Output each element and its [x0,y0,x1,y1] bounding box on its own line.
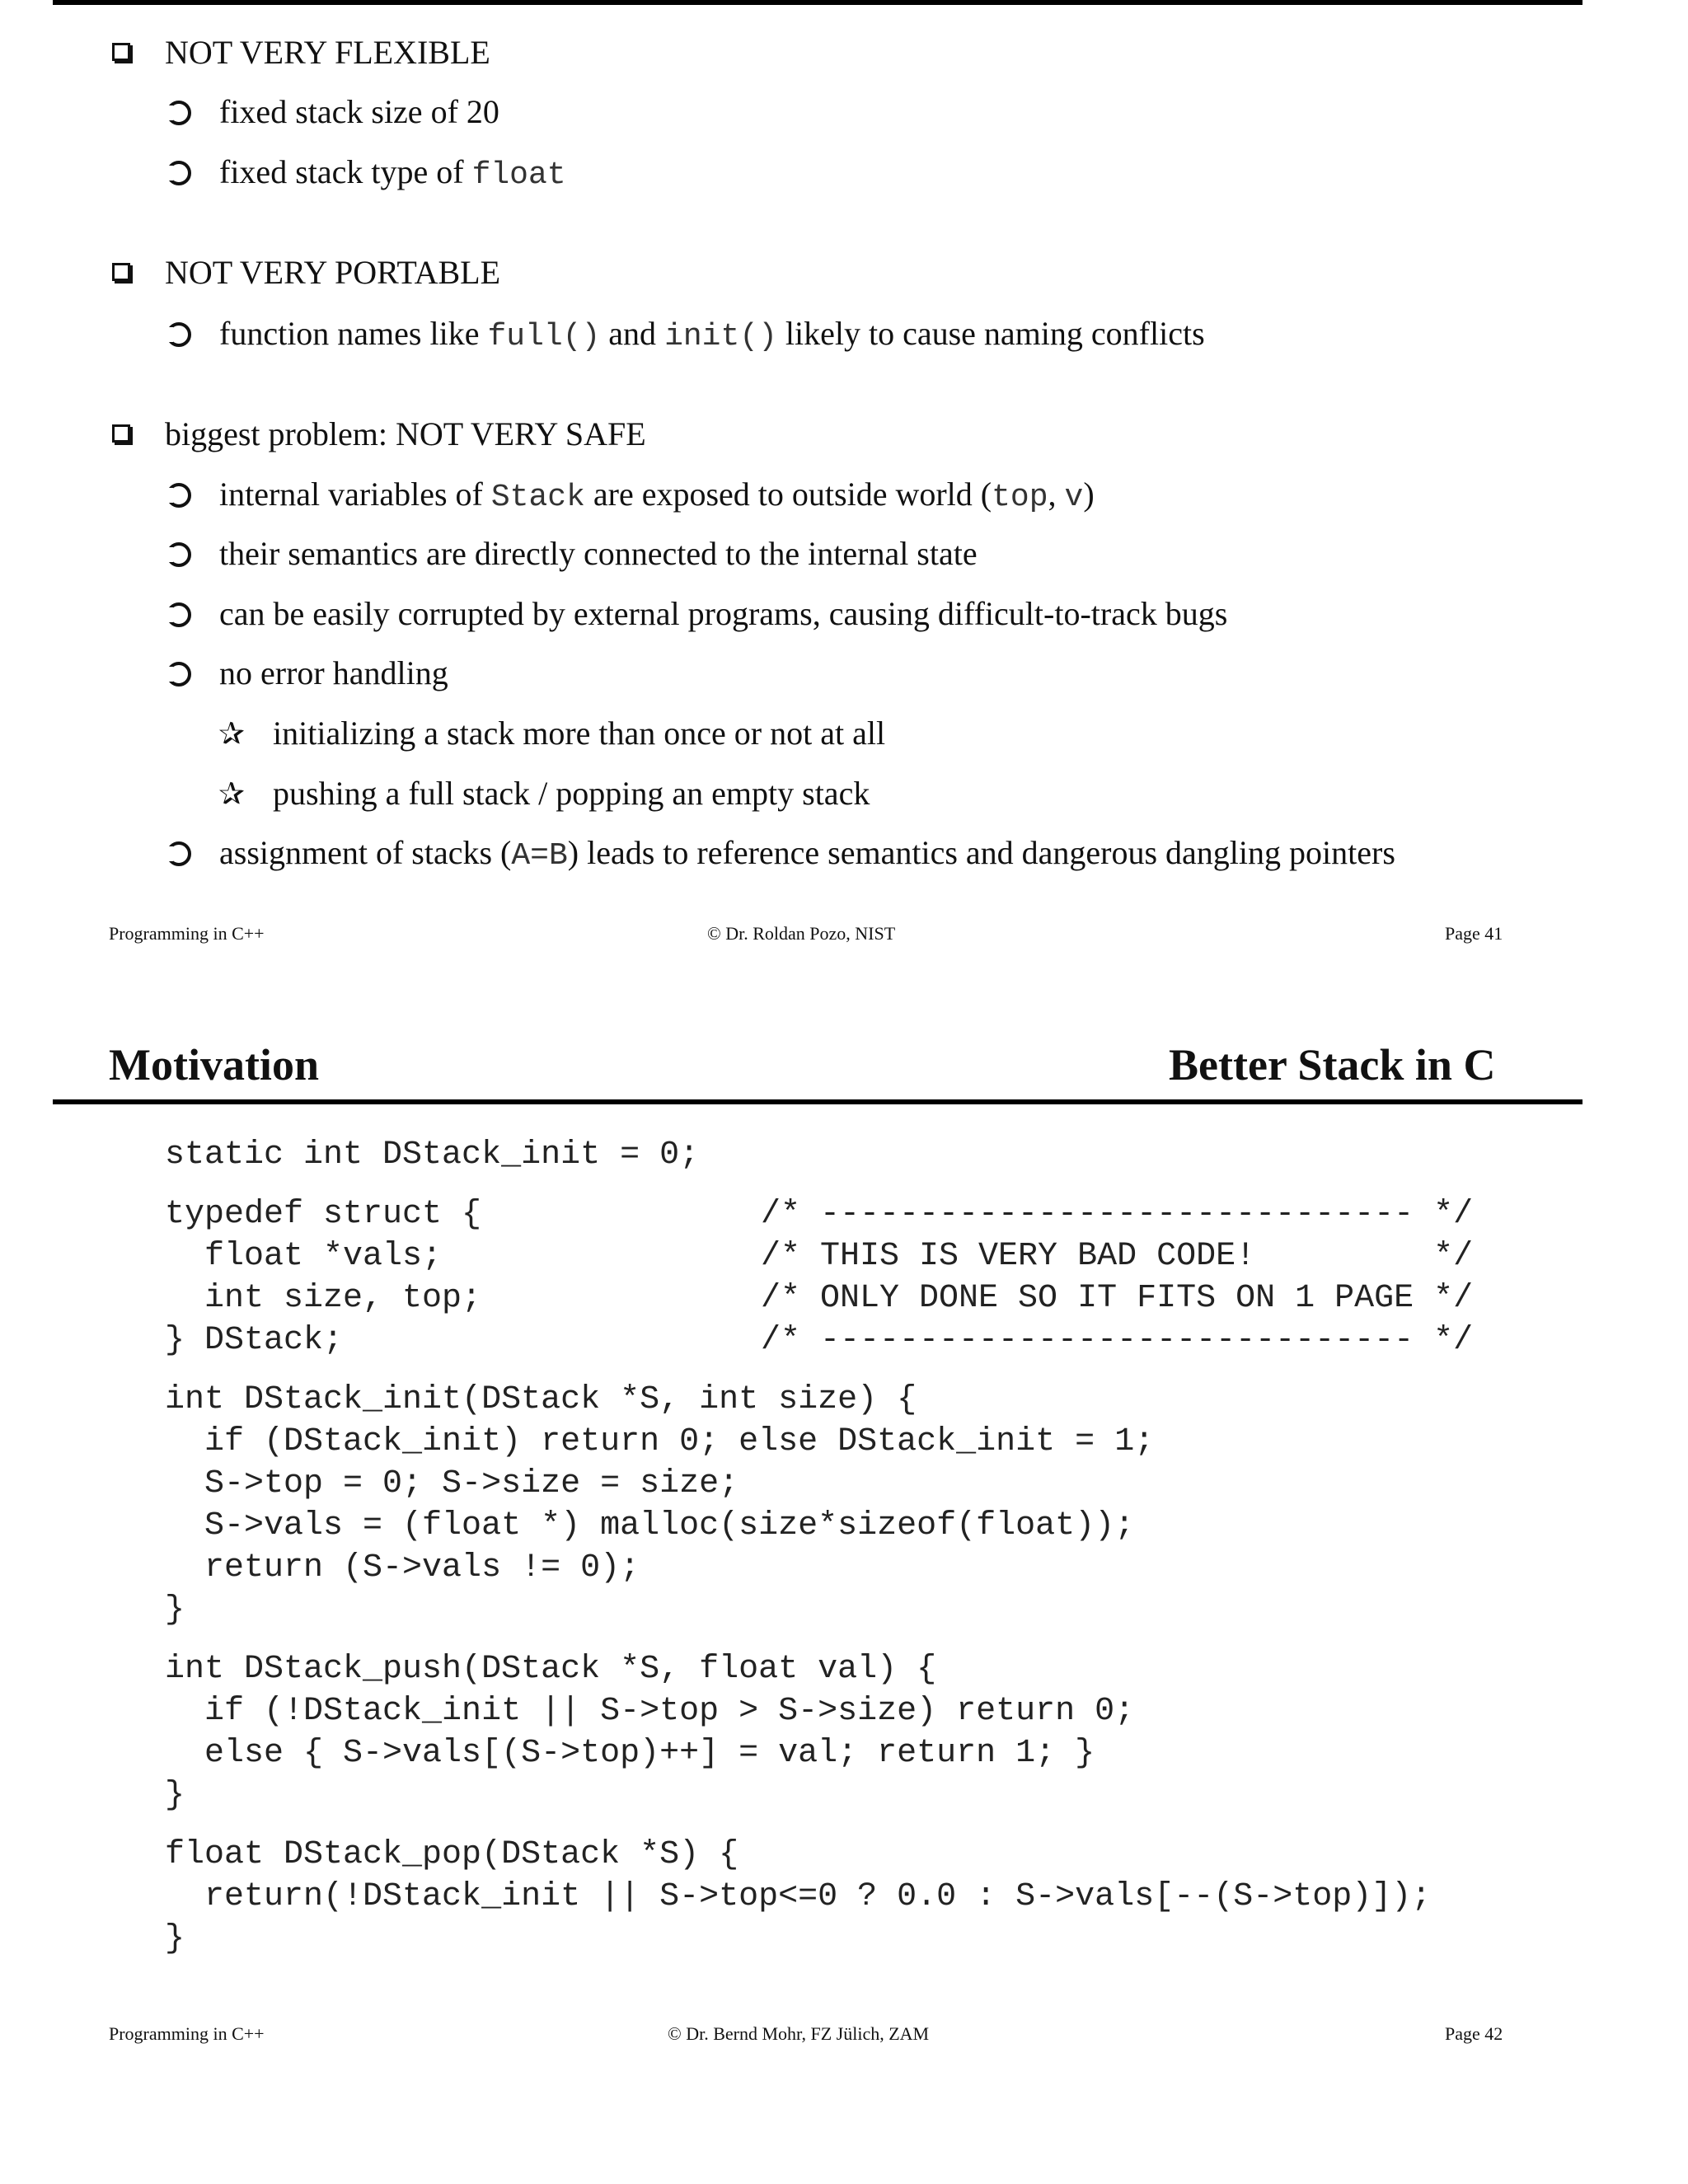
code-comment-line: /* ONLY DONE SO IT FITS ON 1 PAGE */ [761,1280,1474,1317]
code-line: int DStack_init(DStack *S, int size) { [165,1381,917,1418]
code-line: return(!DStack_init || S->top<=0 ? 0.0 : S->vals[--(S->top)]); [165,1878,1432,1915]
code-line: } DStack; [165,1322,344,1359]
list-item-text: function names like full() and init() likely to cause naming conflicts [219,315,1205,354]
circle-bullet-icon [166,841,191,866]
footer-left: Programming in C++ [109,923,265,944]
code-line: } [165,1591,185,1629]
code-line: if (!DStack_init || S->top > S->size) return 0; [165,1693,1135,1730]
circle-bullet-icon [166,322,191,347]
code-comment-line: /* ------------------------------ */ [761,1196,1474,1233]
page-subtitle: Better Stack in C [1169,1040,1496,1090]
code-line: S->top = 0; S->size = size; [165,1465,739,1502]
circle-bullet-icon [166,662,191,687]
square-bullet-icon [112,43,130,61]
footer-left: Programming in C++ [109,2023,265,2044]
sub-list-item-text: initializing a stack more than once or not at all [273,715,886,752]
footer-page-number: Page 42 [1445,2023,1503,2044]
circle-bullet-icon [166,101,191,125]
circle-bullet-icon [166,542,191,567]
sub-list-item-text: pushing a full stack / popping an empty stack [273,775,870,812]
list-item-text: internal variables of Stack are exposed to outside world (top, v) [219,476,1095,515]
list-item-text: their semantics are directly connected to the internal state [219,535,978,572]
code-line: else { S->vals[(S->top)++] = val; return 1; } [165,1735,1095,1772]
list-item-text: fixed stack type of float [219,153,566,193]
code-comment-line: /* THIS IS VERY BAD CODE! */ [761,1238,1474,1275]
code-line: typedef struct { [165,1196,482,1233]
footer-center: © Dr. Bernd Mohr, FZ Jülich, ZAM [668,2023,930,2044]
code-line: if (DStack_init) return 0; else DStack_init = 1; [165,1423,1155,1460]
code-line: float DStack_pop(DStack *S) { [165,1836,739,1873]
footer-page-number: Page 41 [1445,923,1503,944]
code-line: return (S->vals != 0); [165,1549,640,1586]
circle-bullet-icon [166,602,191,627]
section-heading-text: NOT VERY FLEXIBLE [165,34,490,71]
circle-bullet-icon [166,483,191,508]
list-item-text: assignment of stacks (A=B) leads to reference semantics and dangerous dangling pointers [219,834,1395,874]
code-line: int DStack_push(DStack *S, float val) { [165,1651,937,1688]
section-heading-text: biggest problem: NOT VERY SAFE [165,415,646,452]
list-item-text: no error handling [219,654,448,691]
square-bullet-icon [112,424,130,443]
section-heading-text: NOT VERY PORTABLE [165,254,501,291]
code-line: static int DStack_init = 0; [165,1137,700,1174]
top-rule [53,0,1582,5]
code-line: float *vals; [165,1238,443,1275]
star-bullet-icon: ✰ [218,776,245,812]
code-line: } [165,1920,185,1957]
square-bullet-icon [112,263,130,281]
list-item-text: can be easily corrupted by external programs, causing difficult-to-track bugs [219,595,1228,632]
page-title: Motivation [109,1040,319,1090]
code-line: } [165,1777,185,1814]
list-item-text: fixed stack size of 20 [219,93,499,130]
footer-center: © Dr. Roldan Pozo, NIST [707,923,896,944]
star-bullet-icon: ✰ [218,715,245,752]
code-comment-line: /* ------------------------------ */ [761,1322,1474,1359]
circle-bullet-icon [166,161,191,185]
title-rule [53,1099,1582,1104]
code-line: S->vals = (float *) malloc(size*sizeof(float)); [165,1507,1135,1544]
code-line: int size, top; [165,1280,482,1317]
